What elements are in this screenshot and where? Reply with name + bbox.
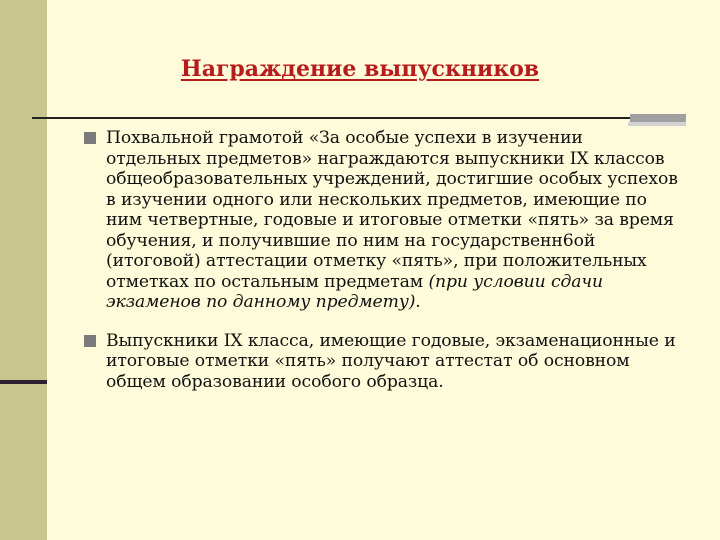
square-bullet-icon	[84, 335, 96, 347]
bullet-tail: .	[415, 292, 421, 312]
bullet-item-1	[82, 128, 682, 313]
bullet-text: Похвальной грамотой «За особые успехи в изучении отдельных предметов» награждаются выпускники IX классов общеобразовательных учреждений, достигшие особых успехов в изучении одного или нескольких предметов, имеющие по ним четвертные, годовые и итоговые отметки «пять» за время обучения, и получившие по ним на государственн6ой (итоговой) аттестации отметку «пять», при положительных отметках по остальным предметам	[106, 128, 678, 292]
title-divider	[32, 117, 644, 119]
slide-title: Награждение выпускников	[180, 56, 540, 82]
title-divider-accent-light	[628, 122, 686, 126]
bullet-item-2	[82, 331, 682, 393]
bullet-italic-note: (при условии сдачи экзаменов по данному предмету)	[106, 271, 603, 312]
slide-body	[82, 128, 682, 392]
square-bullet-icon	[84, 132, 96, 144]
title-divider-accent	[630, 114, 686, 122]
side-band-accent	[0, 380, 47, 384]
bullet-text: Выпускники IX класса, имеющие годовые, экзаменационные и итоговые отметки «пять» получают аттестат об основном общем образовании особого образца.	[106, 330, 676, 392]
